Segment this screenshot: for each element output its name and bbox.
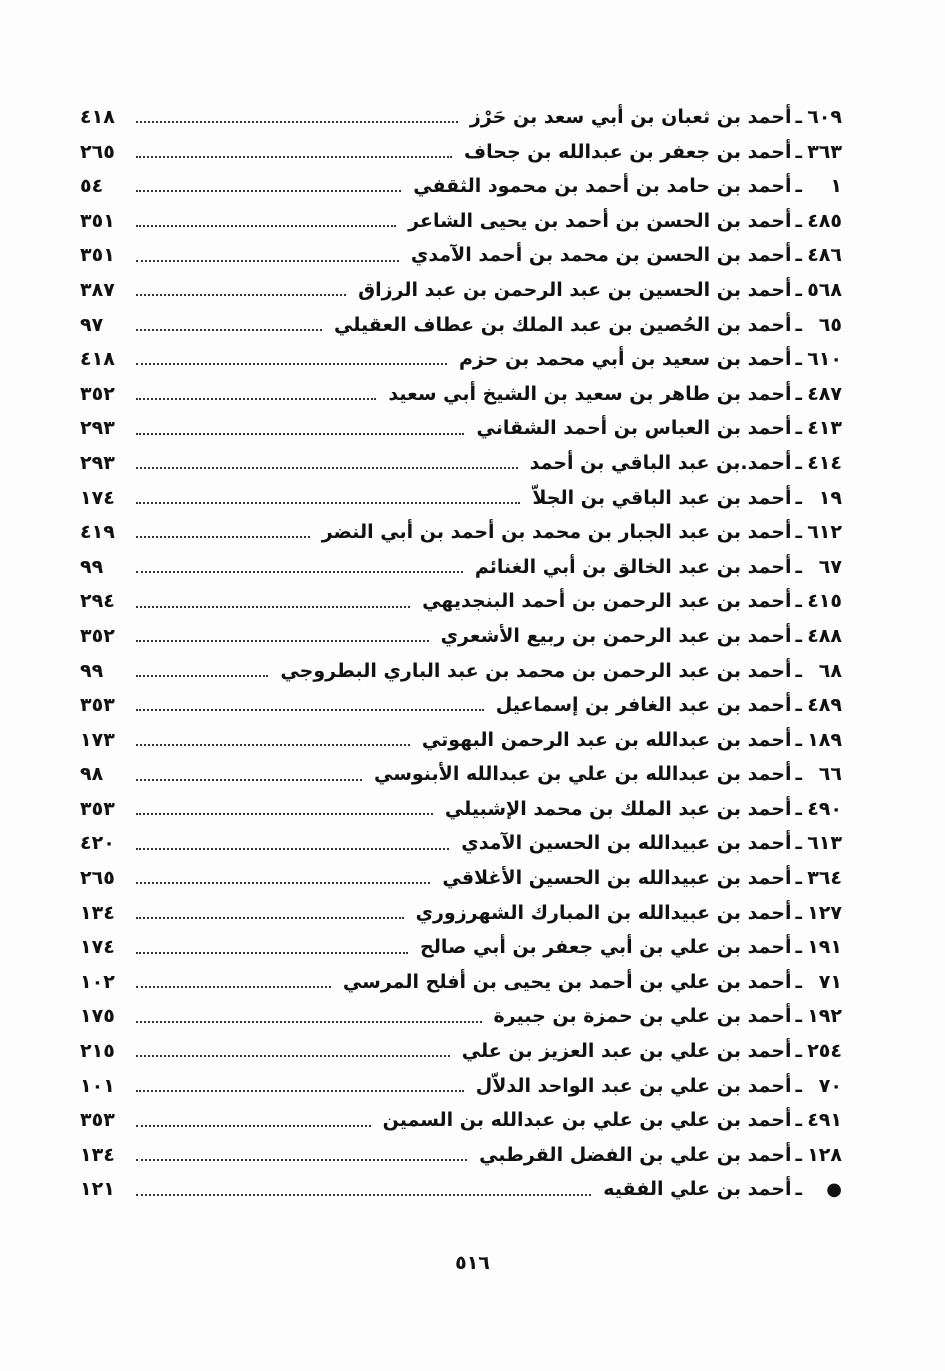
dot-leader xyxy=(136,398,376,400)
page-number: ٥١٦ xyxy=(455,1252,490,1274)
entry-name: أحمد بن الحسين بن عبد الرحمن بن عبد الرزاق xyxy=(358,278,792,301)
entry-name: أحمد بن ثعبان بن أبي سعد بن حَرْز xyxy=(469,106,792,128)
dot-leader xyxy=(136,190,401,192)
index-entry xyxy=(80,688,842,723)
entry-name: أحمد بن علي بن علي بن عبدالله بن السمين xyxy=(382,1109,792,1132)
entry-page-number: ٩٩ xyxy=(80,555,104,578)
entry-dash: ـ xyxy=(795,1040,802,1063)
index-entry xyxy=(80,446,842,481)
dot-leader xyxy=(136,294,346,296)
dot-leader xyxy=(136,986,331,988)
index-entry xyxy=(80,1172,842,1207)
entry-name: أحمد بن الحُصين بن عبد الملك بن عطاف العقيلي xyxy=(334,313,792,336)
entry-name: أحمد بن عبد الملك بن محمد الإشبيلي xyxy=(444,797,792,820)
entry-number: ٢٥٤ xyxy=(807,1040,842,1063)
entry-number: ٦٥ xyxy=(818,313,842,336)
index-entry xyxy=(80,550,842,585)
entry-name: أحمد بن الحسن بن أحمد بن يحيى الشاعر xyxy=(408,209,792,232)
dot-leader xyxy=(136,744,410,746)
entry-number: ٦١٠ xyxy=(807,348,842,371)
index-entry xyxy=(80,654,842,689)
entry-page-number: ٤١٨ xyxy=(80,348,115,371)
index-entry xyxy=(80,204,842,239)
entry-dash: ـ xyxy=(795,763,802,786)
entry-page-number: ١٠١ xyxy=(80,1074,115,1097)
dot-leader xyxy=(136,536,310,538)
dot-leader xyxy=(136,502,520,504)
index-entry xyxy=(80,999,842,1034)
entry-number: ٦١٢ xyxy=(807,521,842,544)
dot-leader xyxy=(136,640,429,642)
entry-name: أحمد بن عبيدالله بن الحسين الآمدي xyxy=(461,832,792,855)
index-entry xyxy=(80,723,842,758)
entry-dash: ـ xyxy=(795,936,802,959)
entry-number: ١٩ xyxy=(818,486,842,509)
entry-dash: ـ xyxy=(795,901,802,924)
entry-number: ٦١٣ xyxy=(807,832,842,855)
dot-leader xyxy=(136,1055,450,1057)
entry-name: أحمد بن علي بن عبد الواحد الدلاّل xyxy=(475,1074,792,1097)
index-entry xyxy=(80,515,842,550)
dot-leader xyxy=(136,952,408,954)
entry-name: أحمد بن جعفر بن عبدالله بن جحاف xyxy=(464,140,792,163)
index-entry xyxy=(80,169,842,204)
entry-dash: ـ xyxy=(795,313,802,336)
entry-name: أحمد بن علي بن الفضل القرطبي xyxy=(479,1143,792,1166)
entry-number: ١٢٧ xyxy=(807,901,842,924)
dot-leader xyxy=(136,156,452,158)
entry-number: ٧٠ xyxy=(818,1074,842,1097)
entry-name: أحمد بن علي بن عبد العزيز بن علي xyxy=(461,1040,792,1063)
entry-number: ٤١٥ xyxy=(807,590,842,613)
entry-number: ٣٦٤ xyxy=(807,867,842,890)
entry-name: أحمد بن علي بن أحمد بن يحيى بن أفلح المرسي xyxy=(342,970,792,993)
entry-dash: ـ xyxy=(795,106,802,128)
entry-page-number: ٢٩٤ xyxy=(80,590,115,613)
dot-leader xyxy=(136,121,458,123)
entry-name: أحمد بن علي بن أبي جعفر بن أبي صالح xyxy=(420,936,792,959)
index-entry xyxy=(80,861,842,896)
entry-page-number: ١٧٣ xyxy=(80,728,115,751)
dot-leader xyxy=(136,779,362,781)
entry-number: ١٨٩ xyxy=(807,728,842,751)
index-entry xyxy=(80,481,842,516)
entry-name: أحمد بن عبد الرحمن بن ربيع الأشعري xyxy=(440,624,792,647)
entry-dash: ـ xyxy=(795,382,802,405)
entry-dash: ـ xyxy=(795,1005,802,1028)
dot-leader xyxy=(136,1021,482,1023)
entry-dash: ـ xyxy=(795,209,802,232)
entry-number: ١٩١ xyxy=(807,936,842,959)
index-entry xyxy=(80,273,842,308)
index-entry xyxy=(80,1034,842,1069)
entry-name: أحمد بن عبد الرحمن بن أحمد البنجديهي xyxy=(422,590,792,613)
entry-number: ١٩٢ xyxy=(807,1005,842,1028)
entry-number: ١٢٨ xyxy=(807,1143,842,1166)
dot-leader xyxy=(136,882,430,884)
entry-number: ٤٨٩ xyxy=(807,694,842,717)
index-entry xyxy=(80,100,842,135)
bullet-marker: ● xyxy=(826,1179,842,1201)
dot-leader xyxy=(136,813,433,815)
dot-leader xyxy=(136,675,268,677)
entry-dash: ـ xyxy=(795,694,802,717)
entry-dash: ـ xyxy=(795,624,802,647)
entry-page-number: ٢٩٣ xyxy=(80,417,115,440)
dot-leader xyxy=(136,571,463,573)
entry-dash: ـ xyxy=(795,1109,802,1132)
entry-page-number: ٣٥٣ xyxy=(80,797,115,820)
dot-leader xyxy=(136,1090,464,1092)
index-entry xyxy=(80,377,842,412)
index-entry xyxy=(80,792,842,827)
entry-page-number: ٣٥٣ xyxy=(80,1109,115,1132)
entry-page-number: ٢٦٥ xyxy=(80,867,115,890)
entry-name: أحمد بن عبيدالله بن الحسين الأغلاقي xyxy=(442,867,792,890)
entry-number: ٤٨٨ xyxy=(807,624,842,647)
dot-leader xyxy=(136,260,399,262)
index-entry xyxy=(80,965,842,1000)
entry-page-number: ١٣٤ xyxy=(80,901,115,924)
entry-number: ٤٩١ xyxy=(807,1109,842,1132)
entry-name: أحمد بن سعيد بن أبي محمد بن حزم xyxy=(458,348,792,371)
entry-page-number: ٩٧ xyxy=(80,313,104,336)
dot-leader xyxy=(136,1125,371,1127)
entry-page-number: ١٧٤ xyxy=(80,486,115,509)
entry-page-number: ١٠٢ xyxy=(80,970,115,993)
entry-page-number: ٣٥٢ xyxy=(80,382,115,405)
entry-number: ٣٦٣ xyxy=(807,140,842,163)
entry-dash: ـ xyxy=(795,832,802,855)
entry-page-number: ٣٨٧ xyxy=(80,278,115,301)
entry-page-number: ٤١٨ xyxy=(80,106,115,128)
entry-number: ٤٩٠ xyxy=(807,797,842,820)
entry-number: ١ xyxy=(830,175,842,198)
entry-page-number: ٣٥١ xyxy=(80,244,115,267)
index-entry xyxy=(80,342,842,377)
entry-number: ٦٧ xyxy=(818,555,842,578)
index-entry xyxy=(80,238,842,273)
dot-leader xyxy=(136,225,396,227)
entry-name: أحمد بن عبدالله بن عبد الرحمن البهوتي xyxy=(421,728,792,751)
entry-page-number: ١٢١ xyxy=(80,1178,115,1201)
dot-leader xyxy=(136,467,518,469)
entry-name: أحمد بن عبد الجبار بن محمد بن أحمد بن أبي النضر xyxy=(321,521,792,544)
entry-page-number: ٥٤ xyxy=(80,175,104,198)
entry-dash: ـ xyxy=(795,175,802,198)
index-entry xyxy=(80,584,842,619)
entry-name: أحمد.بن عبد الباقي بن أحمد xyxy=(529,451,792,474)
entry-name: أحمد بن عبدالله بن علي بن عبدالله الأبنوسي xyxy=(373,763,792,786)
entry-dash: ـ xyxy=(795,1178,802,1201)
entry-dash: ـ xyxy=(795,451,802,474)
entry-dash: ـ xyxy=(795,417,802,440)
entry-dash: ـ xyxy=(795,797,802,820)
entry-dash: ـ xyxy=(795,728,802,751)
entry-number: ٥٦٨ xyxy=(807,278,842,301)
entry-name: أحمد بن عبيدالله بن المبارك الشهرزوري xyxy=(415,901,792,924)
index-entry xyxy=(80,135,842,170)
entry-number: ٧١ xyxy=(818,970,842,993)
entry-name: أحمد بن عبد الرحمن بن محمد بن عبد الباري البطروجي xyxy=(280,659,792,682)
entry-number: ٦٦ xyxy=(818,763,842,786)
index-entry xyxy=(80,1069,842,1104)
entry-page-number: ٣٥١ xyxy=(80,209,115,232)
entry-page-number: ٢٩٣ xyxy=(80,451,115,474)
index-entry xyxy=(80,308,842,343)
index-entry xyxy=(80,619,842,654)
entry-name: أحمد بن حامد بن أحمد بن محمود الثقفي xyxy=(413,175,792,198)
entry-name: أحمد بن العباس بن أحمد الشقاني xyxy=(476,417,792,440)
index-entry xyxy=(80,930,842,965)
entry-dash: ـ xyxy=(795,590,802,613)
entry-dash: ـ xyxy=(795,555,802,578)
entry-name: أحمد بن عبد الخالق بن أبي الغنائم xyxy=(474,555,792,578)
entry-number: ٤٨٧ xyxy=(807,382,842,405)
entry-dash: ـ xyxy=(795,659,802,682)
index-entry xyxy=(80,1138,842,1173)
entry-dash: ـ xyxy=(795,278,802,301)
entry-page-number: ٣٥٢ xyxy=(80,624,115,647)
dot-leader xyxy=(136,363,447,365)
entry-page-number: ٤٢٠ xyxy=(80,832,115,855)
entry-dash: ـ xyxy=(795,1074,802,1097)
entry-dash: ـ xyxy=(795,867,802,890)
index-entry xyxy=(80,1103,842,1138)
entry-page-number: ٩٩ xyxy=(80,659,104,682)
entry-name: أحمد بن عبد الباقي بن الجلاّ xyxy=(532,486,792,509)
entry-number: ٦٨ xyxy=(818,659,842,682)
entry-number: ٤٨٦ xyxy=(807,244,842,267)
dot-leader xyxy=(136,433,464,435)
entry-name: أحمد بن علي الفقيه xyxy=(603,1178,792,1201)
entry-number: ٦٠٩ xyxy=(807,106,842,128)
dot-leader xyxy=(136,1159,467,1161)
entry-page-number: ٢٦٥ xyxy=(80,140,115,163)
entry-name: أحمد بن علي بن حمزة بن جبيرة xyxy=(493,1005,792,1028)
dot-leader xyxy=(136,606,410,608)
dot-leader xyxy=(136,329,322,331)
entry-page-number: ٤١٩ xyxy=(80,521,115,544)
index-entry xyxy=(80,896,842,931)
entry-number: ٤١٤ xyxy=(807,451,842,474)
entry-page-number: ٢١٥ xyxy=(80,1040,115,1063)
dot-leader xyxy=(136,709,484,711)
entry-dash: ـ xyxy=(795,348,802,371)
index-list xyxy=(80,100,842,1207)
entry-name: أحمد بن عبد الغافر بن إسماعيل xyxy=(495,694,792,717)
dot-leader xyxy=(136,917,404,919)
entry-name: أحمد بن الحسن بن محمد بن أحمد الآمدي xyxy=(410,244,792,267)
dot-leader xyxy=(136,848,449,850)
entry-page-number: ١٣٤ xyxy=(80,1143,115,1166)
entry-number: ٤٨٥ xyxy=(807,209,842,232)
entry-page-number: ٩٨ xyxy=(80,763,104,786)
entry-dash: ـ xyxy=(795,1143,802,1166)
entry-dash: ـ xyxy=(795,970,802,993)
entry-name: أحمد بن طاهر بن سعيد بن الشيخ أبي سعيد xyxy=(388,382,792,405)
entry-page-number: ١٧٥ xyxy=(80,1005,115,1028)
index-entry xyxy=(80,757,842,792)
index-entry xyxy=(80,411,842,446)
entry-number: ٤١٣ xyxy=(807,417,842,440)
entry-page-number: ٣٥٣ xyxy=(80,694,115,717)
entry-dash: ـ xyxy=(795,521,802,544)
entry-dash: ـ xyxy=(795,486,802,509)
dot-leader xyxy=(136,1194,591,1196)
entry-dash: ـ xyxy=(795,244,802,267)
entry-dash: ـ xyxy=(795,140,802,163)
index-entry xyxy=(80,826,842,861)
entry-page-number: ١٧٤ xyxy=(80,936,115,959)
